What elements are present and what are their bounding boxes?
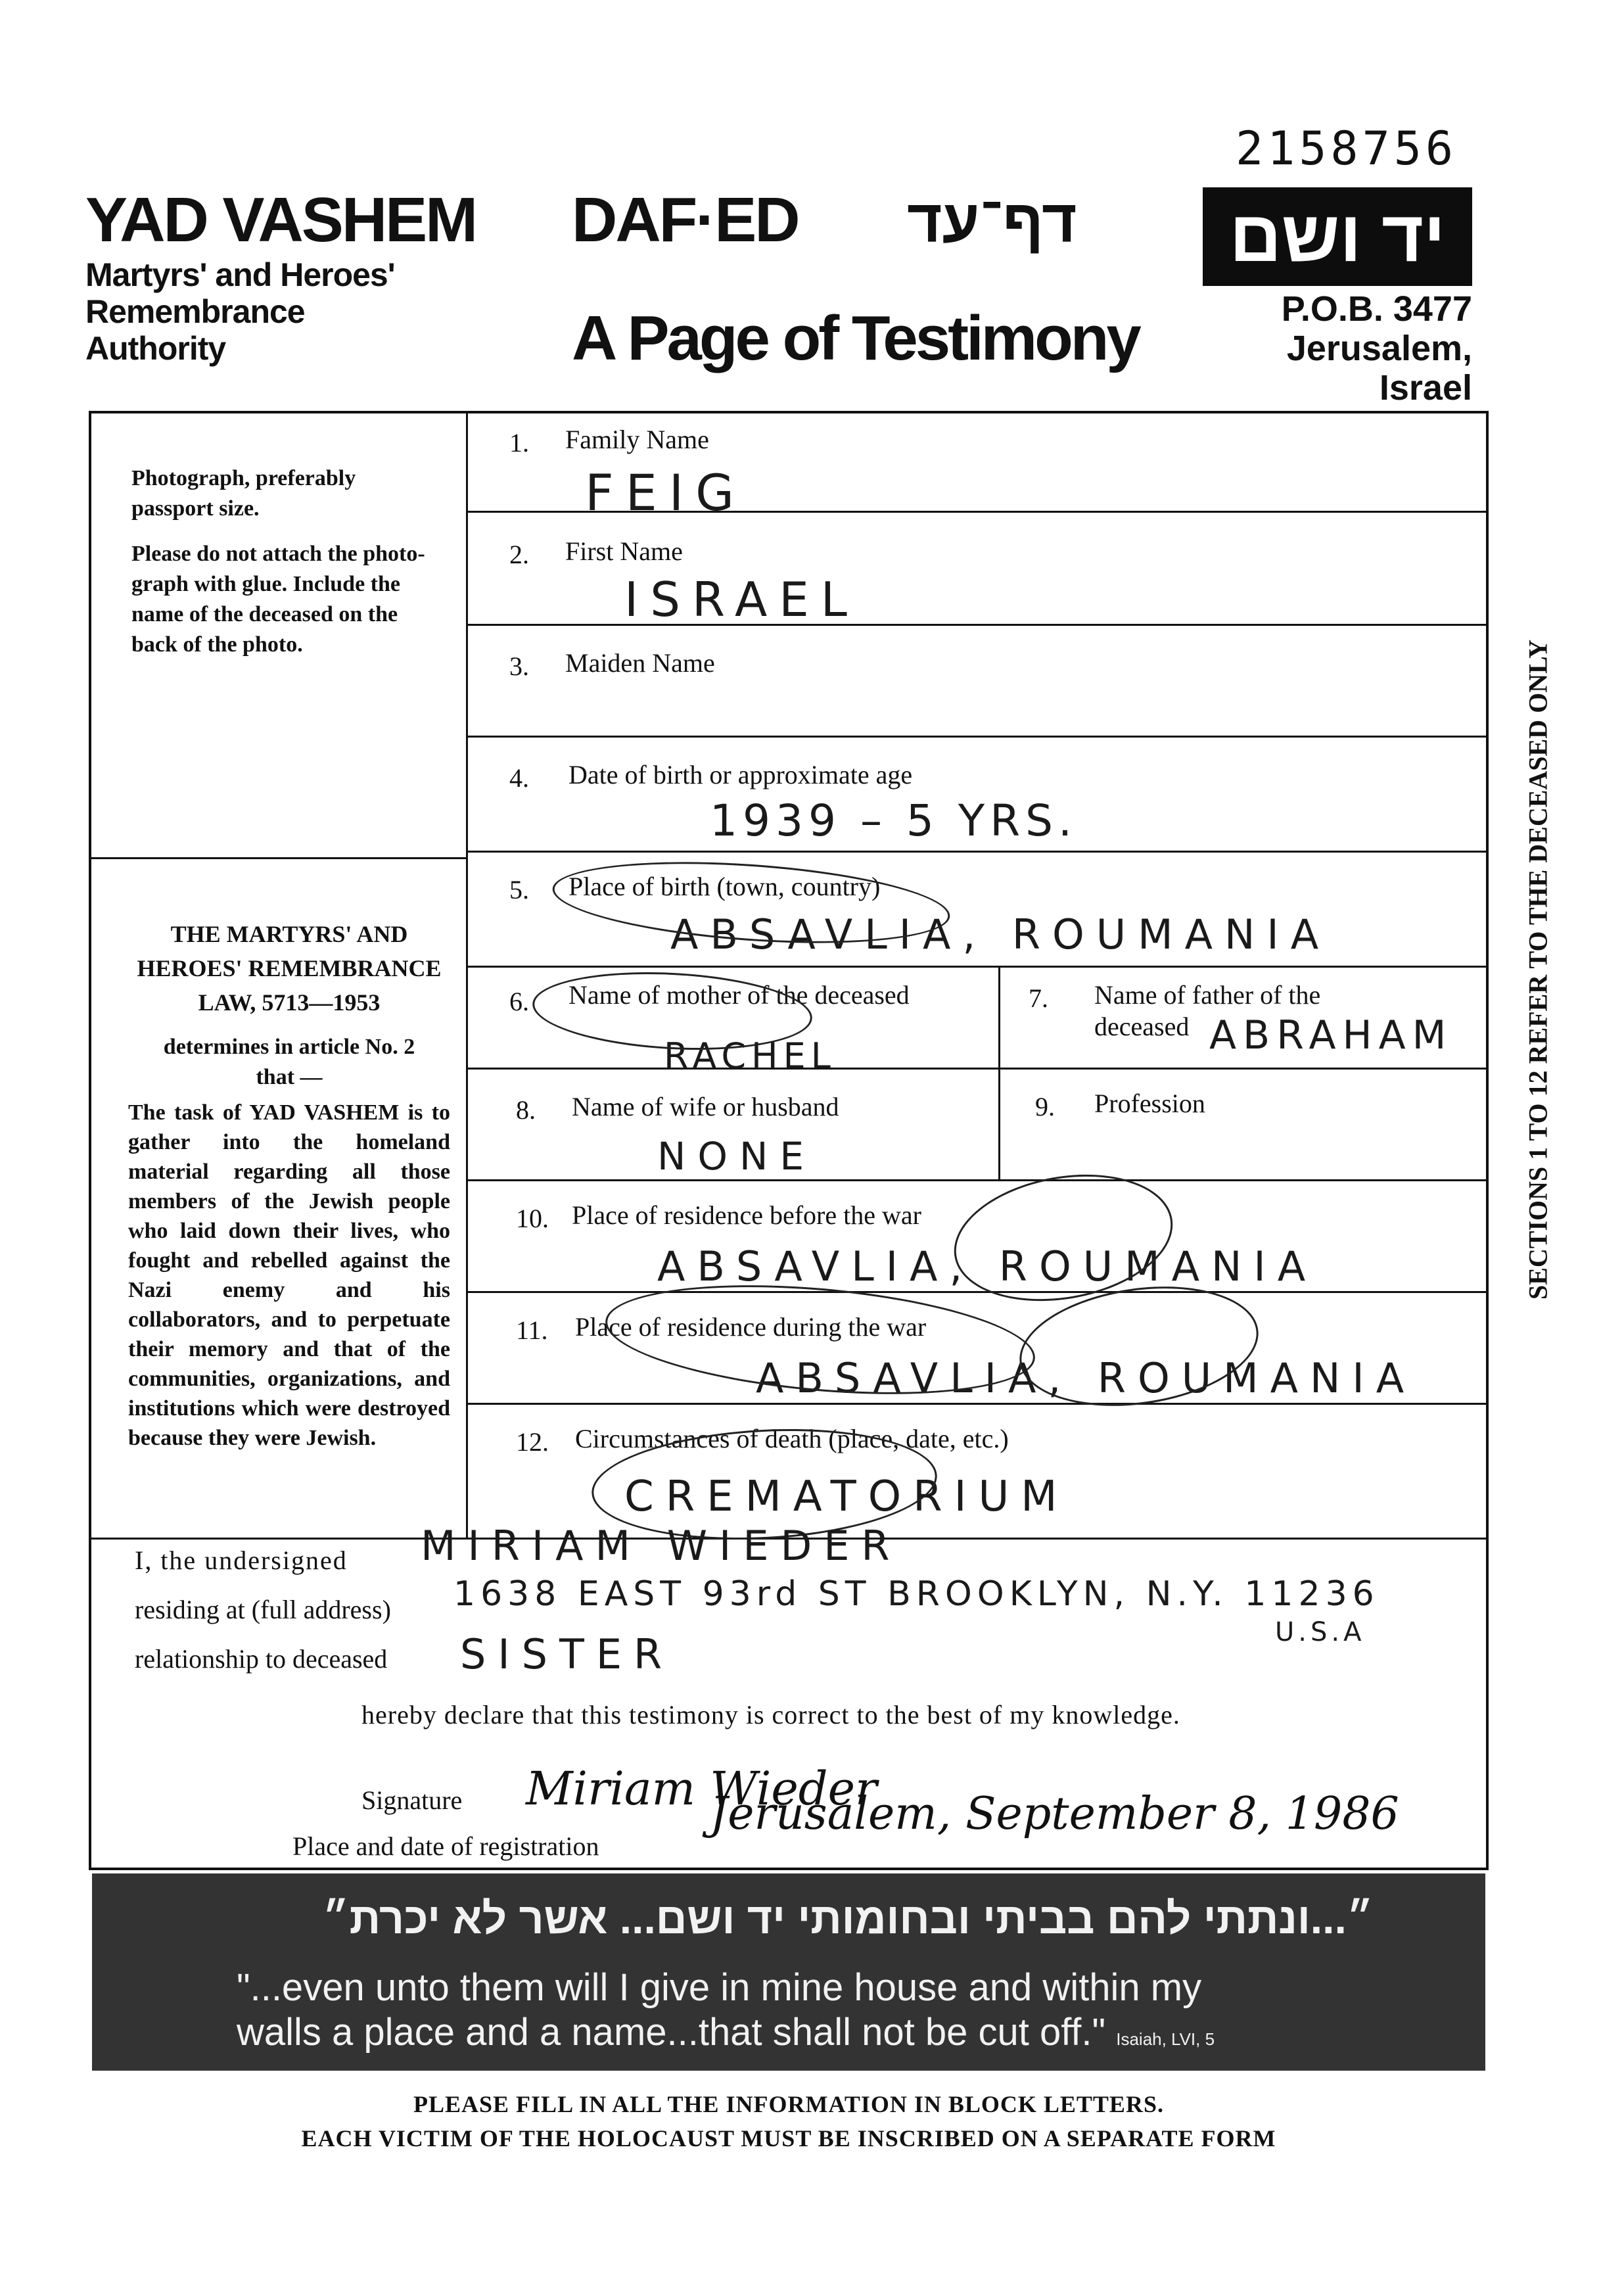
father-name-field[interactable]: ABRAHAM [1209,1012,1453,1058]
date-of-birth-field[interactable]: 1939 – 5 YRS. [710,795,1077,846]
field-number: 4. [509,763,529,793]
residence-during-war-label: Place of residence during the war [575,1312,927,1342]
side-note [1512,592,1564,1348]
field-number: 8. [516,1095,536,1125]
field-number: 11. [516,1315,548,1345]
side-note-text: SECTIONS 1 TO 12 REFER TO THE DECEASED ONLY [1523,639,1553,1300]
father-name-label: Name of father of the deceased [1094,980,1321,1041]
photo-instructions [131,539,447,660]
photo-instructions-line: back of the photo. [131,632,303,657]
quote-citation: Isaiah, LVI, 5 [1116,2029,1215,2049]
residing-field-country[interactable]: U.S.A [1275,1617,1366,1647]
law-heading-line: THE MARTYRS' AND [170,921,408,947]
law-article-line: that — [256,1065,323,1089]
relationship-label: relationship to deceased [135,1644,388,1674]
photo-instructions-line: Please do not attach the photo- [131,542,425,566]
relationship-field[interactable]: SISTER [460,1630,674,1678]
registration-label: Place and date of registration [292,1831,599,1861]
divider [91,857,466,859]
residence-during-war-field[interactable]: ABSAVLIA, ROUMANIA [756,1354,1416,1402]
divider [466,736,1489,738]
undersigned-field[interactable]: MIRIAM WIEDER [421,1522,902,1570]
quote-banner [92,1873,1485,2071]
residence-before-war-field[interactable]: ABSAVLIA, ROUMANIA [657,1242,1318,1290]
field-number: 2. [509,540,529,569]
law-article-line: determines in article No. 2 [163,1035,415,1059]
field-number: 1. [509,428,529,458]
divider [466,413,468,1538]
yad-vashem-logo: יד ושם [1203,187,1472,286]
divider [466,1068,1489,1070]
org-subtitle-line: Martyrs' and Heroes' [85,256,395,293]
circumstances-of-death-field[interactable]: CREMATORIUM [624,1472,1069,1521]
family-name-field[interactable]: FEIG [585,463,747,522]
org-title: YAD VASHEM [85,185,476,255]
law-body: The task of YAD VASHEM is to gather into the homeland material regarding all those members of the Jewish people who laid down their lives, who fought and rebelled against the Nazi enemy and his collaborators, and to perpetuate their memory and that of the communities, organizations, and institutions which were destroyed because they were Jewish. [128,1100,450,1450]
divider [466,624,1489,626]
residing-field[interactable]: 1638 EAST 93rd ST BROOKLYN, N.Y. 11236 [453,1574,1380,1614]
photo-instructions-line: name of the deceased on the [131,602,398,626]
photo-title-line: passport size. [131,496,260,521]
pob: P.O.B. 3477 [1281,289,1472,329]
footer-line: PLEASE FILL IN ALL THE INFORMATION IN BLOCK LETTERS. [413,2091,1164,2117]
divider [466,1291,1489,1293]
city: Jerusalem, Israel [1286,329,1472,408]
field-number: 12. [516,1427,549,1457]
signature-label: Signature [361,1785,463,1815]
divider [998,966,1000,1179]
registration-field[interactable]: Jerusalem, September 8, 1986 [710,1788,1399,1840]
field-number: 3. [509,651,529,681]
mother-name-label: Name of mother of the deceased [568,980,910,1010]
first-name-field[interactable]: ISRAEL [624,572,859,627]
photo-title-line: Photograph, preferably [131,466,356,490]
first-name-label: First Name [565,536,683,566]
org-subtitle-line: Remembrance [85,293,305,330]
undersigned-label: I, the undersigned [135,1545,348,1575]
date-of-birth-label: Date of birth or approximate age [568,760,913,789]
english-quote [237,1965,1420,2061]
spouse-name-label: Name of wife or husband [572,1092,839,1121]
hebrew-quote: ״...ונתתי להם בביתי ובחומותי יד ושם... אשר לא יכרת״ [322,1894,1374,1942]
place-of-birth-field[interactable]: ABSAVLIA, ROUMANIA [670,910,1331,958]
dafed-title: DAF·ED [572,185,799,255]
profession-label: Profession [1094,1089,1205,1118]
english-quote-line [237,2010,1420,2061]
family-name-label: Family Name [565,425,709,454]
address-block [1203,289,1472,408]
spouse-name-field[interactable]: NONE [657,1134,816,1179]
declaration-text: hereby declare that this testimony is correct to the best of my knowledge. [361,1700,1180,1730]
photo-instructions-line: graph with glue. Include the [131,572,400,596]
law-heading-line: LAW, 5713—1953 [198,989,381,1016]
place-of-birth-label: Place of birth (town, country) [568,872,881,901]
english-quote-line: "...even unto them will I give in mine house and within my [237,1966,1202,2009]
hebrew-title: דף־עד [907,188,1077,255]
residence-before-war-label: Place of residence before the war [572,1200,921,1230]
divider [466,966,1489,968]
signature-field[interactable]: Miriam Wieder [526,1762,877,1816]
maiden-name-label: Maiden Name [565,648,715,678]
divider [466,1179,1489,1181]
divider [466,851,1489,853]
english-quote-line2: walls a place and a name...that shall not be cut off." [237,2011,1106,2054]
field-number: 9. [1035,1092,1055,1121]
photo-title [131,463,460,524]
serial-number: 2158756 [1236,122,1458,176]
page-title: A Page of Testimony [572,303,1139,373]
field-number: 5. [509,875,529,905]
field-number: 7. [1029,983,1048,1013]
field-number: 6. [509,987,529,1016]
footer-line: EACH VICTIM OF THE HOLOCAUST MUST BE INSCRIBED ON A SEPARATE FORM [301,2125,1276,2152]
org-subtitle-line: Authority [85,330,226,367]
law-article [128,1032,450,1093]
residing-label: residing at (full address) [135,1595,391,1624]
law-heading-line: HEROES' REMEMBRANCE [137,955,442,981]
field-number: 10. [516,1204,549,1233]
org-subtitle [85,256,545,367]
mother-name-field[interactable]: RACHEL [664,1035,836,1077]
circumstances-of-death-label: Circumstances of death (place, date, etc.) [575,1424,1009,1453]
divider [466,1403,1489,1405]
law-heading [131,917,447,1020]
